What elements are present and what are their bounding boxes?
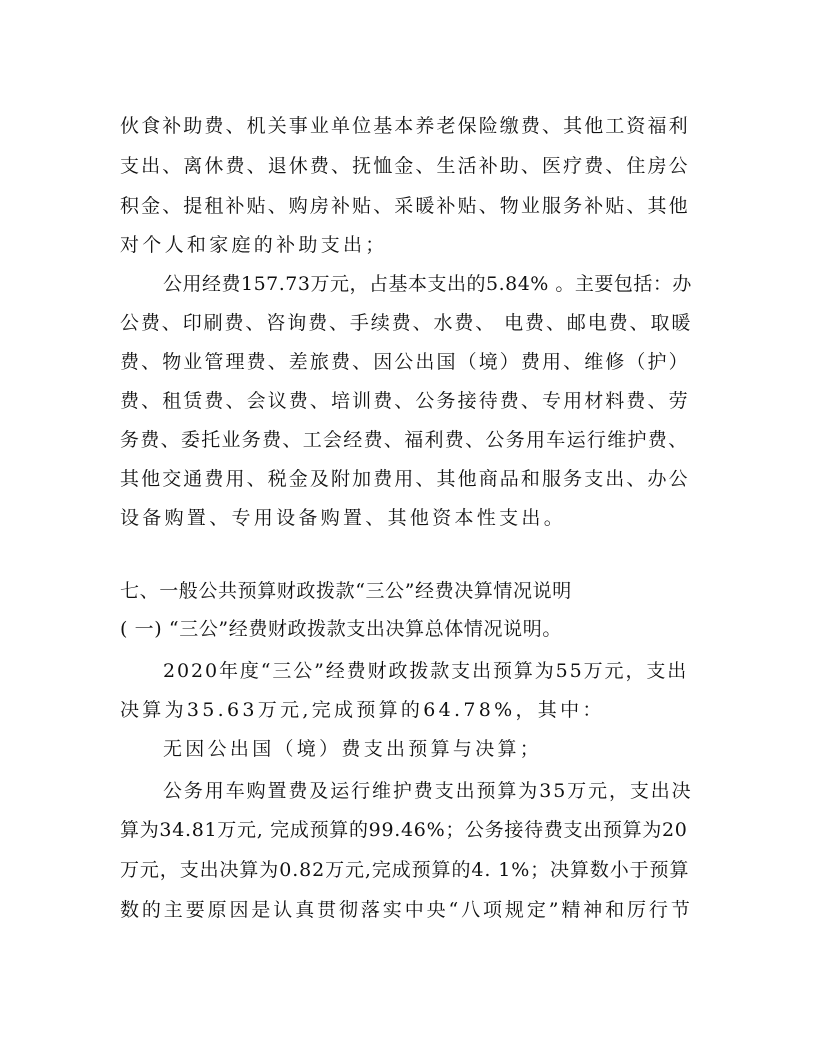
subsection-heading: ( 一) “三公”经费财政拨款支出决算总体情况说明。 xyxy=(120,618,562,640)
body-text-line: 2020年度“三公”经费财政拨款支出预算为55万元，支出 xyxy=(163,660,689,682)
body-text-line: 公用经费157.73万元，占基本支出的5.84% 。主要包括：办 xyxy=(163,273,692,295)
body-text-line: 公费、印刷费、咨询费、手续费、水费、 电费、邮电费、取暖 xyxy=(120,312,693,334)
section-heading: 七、一般公共预算财政拨款“三公”经费决算情况说明 xyxy=(120,580,572,602)
body-text-line: 积金、提租补贴、购房补贴、采暖补贴、物业服务补贴、其他 xyxy=(120,195,690,217)
body-text-line: 公务用车购置费及运行维护费支出预算为35万元，支出决 xyxy=(163,780,693,802)
body-text-line: 支出、离休费、退休费、抚恤金、生活补助、医疗费、住房公 xyxy=(120,155,690,177)
body-text-line: 算为34.81万元, 完成预算的99.46%；公务接待费支出预算为20 xyxy=(120,819,688,841)
body-text-line: 务费、委托业务费、工会经费、福利费、公务用车运行维护费、 xyxy=(120,429,689,451)
body-text-line: 其他交通费用、税金及附加费用、其他商品和服务支出、办公 xyxy=(120,468,690,490)
body-text-line: 数的主要原因是认真贯彻落实中央“八项规定”精神和厉行节 xyxy=(120,899,693,921)
body-text-line: 无因公出国（境）费支出预算与决算； xyxy=(163,738,543,760)
body-text-line: 对个人和家庭的补助支出； xyxy=(120,234,388,256)
body-text-line: 万元，支出决算为0.82万元,完成预算的4. 1%；决算数小于预算 xyxy=(120,859,690,881)
body-text-line: 费、物业管理费、差旅费、因公出国（境）费用、维修（护） xyxy=(120,351,690,373)
body-text-line: 伙食补助费、机关事业单位基本养老保险缴费、其他工资福利 xyxy=(120,115,690,137)
body-text-line: 决算为35.63万元,完成预算的64.78%，其中： xyxy=(120,699,605,721)
body-text-line: 费、租赁费、会议费、培训费、公务接待费、专用材料费、劳 xyxy=(120,390,690,412)
body-text-line: 设备购置、专用设备购置、其他资本性支出。 xyxy=(120,507,567,529)
